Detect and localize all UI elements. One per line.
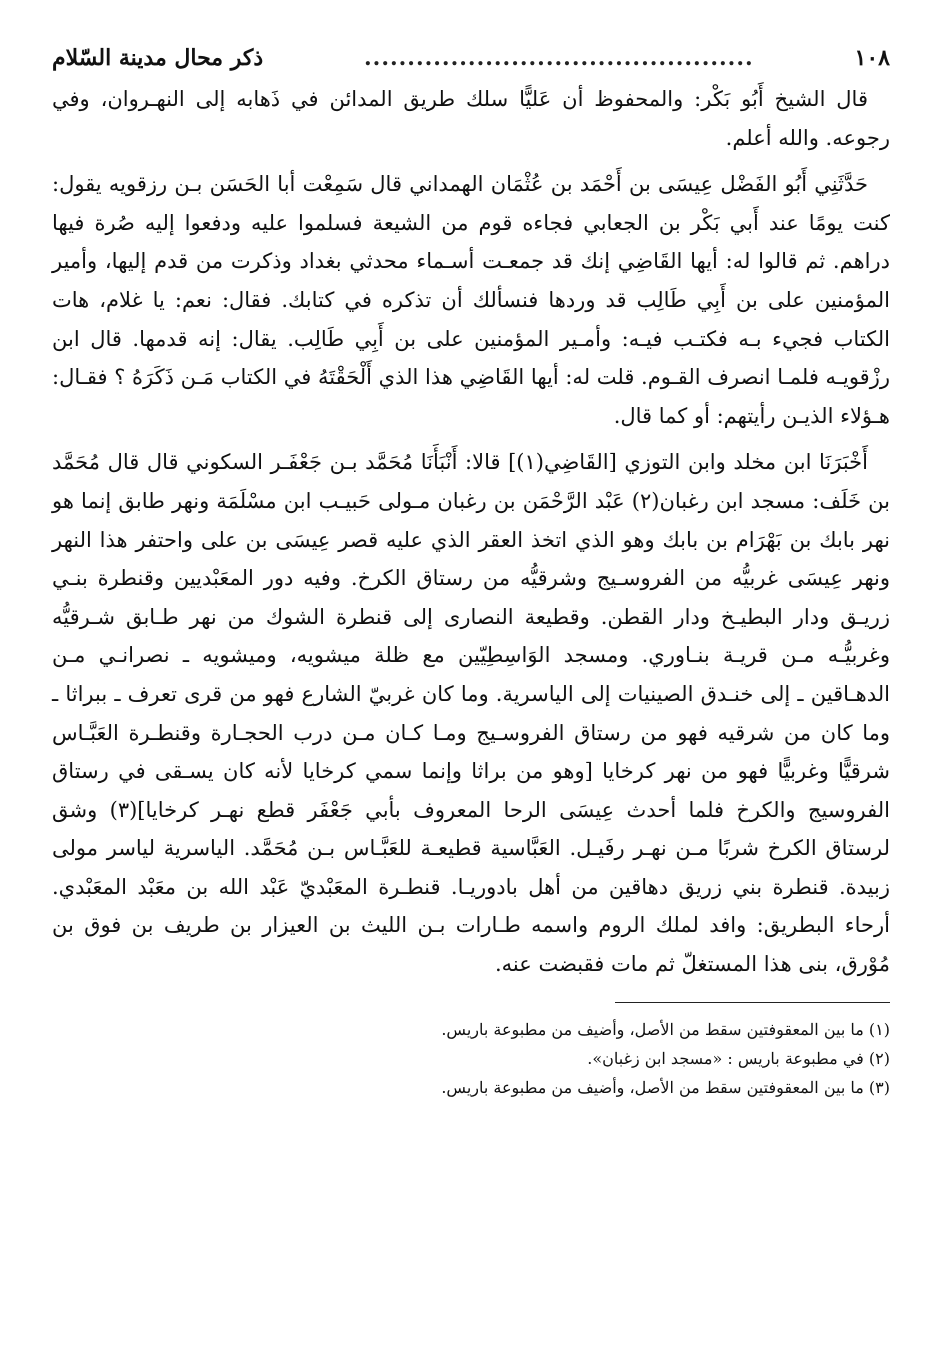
paragraph-2: حَدَّثَنِي أَبُو الفَضْل عِيسَى بن أَحْمَد بن عُثْمَان الهمداني قال سَمِعْت أبا الحَسَن بـن رزقويه يقول: كنت يومًا عند أَبي بَكْر بن الجعابي فجاءه قوم من الشيعة فسلموا عليه ودفعوا إليه صُرة فيها دراهم. ثم قالوا له: أيها القَاضِي إنك قد جمعـت أسـماء محدثي بغداد وذكرت من قدم إليها، وأمير المؤمنين على بن أَبِي طَالِب قد وردها فنسألك أن تذكره في كتابك. فقال: نعم: يا غلام، هات الكتاب فجيء بـه فكتـب فيـه: وأمـير المؤمنين على بن أَبِي طَالِب. يقال: إنه قدمها. قال ابن رزْقويـه فلمـا انصرف القـوم. قلت له: أيها القَاضِي هذا الذي أَلْحَقْتَهُ في الكتاب مَـن ذَكَرَهُ ؟ فقـال: هـؤلاء الذيـن رأيتهم: أو كما قال. [52,172,890,428]
chapter-title: ذكر محال مدينة السّلام [52,45,264,71]
footnotes [52,1015,890,1102]
footnote-rule [615,1002,890,1003]
paragraph-1: قال الشيخ أَبُو بَكْر: والمحفوظ أن عَليًّا سلك طريق المدائن في ذَهابه إلى النهـروان، وفي رجوعه. والله أعلم. [52,87,890,150]
footnote-3: (٣) ما بين المعقوفتين سقط من الأصل، وأضيف من مطبوعة باريس. [441,1077,890,1097]
leader-dots: ............................................. [364,45,754,71]
paragraph-3: أَخْبَرَنَا ابن مخلد وابن التوزي [القَاضِي(١)] قالا: أَنْبَأَنَا مُحَمَّد بـن جَعْفَـر السكوني قال قال مُحَمَّد بن خَلَف: مسجد ابن رغبان(٢) عَبْد الرَّحْمَن بن رغبان مـولى حَبيـب ابن مسْلَمَة ونهر طابق إنما هو نهر بابك بن بَهْرَام بن بابك وهو الذي اتخذ العقر الذي عليه قصر عِيسَى بن على واحتفر هذا النهر ونهر عِيسَى غربيُّه من الفروسـيج وشرقيُّه من رستاق الكرخ. وفيه دور المعَبْديين وقنطرة بنـي زريـق ودار البطيـخ ودار القطن. وقطيعة النصارى إلى قنطرة الشوك من نهر طـابق شـرقيُّه وغربيُّـه مـن قريـة بنـاوري. ومسجد الوَاسِطِيّين مع ظلة ميشويه، وميشويه ـ نصرانـي مـن الدهـاقين ـ إلى خنـدق الصينيات إلى الياسرية. وما كان غربيّ الشارع فهو من قرى تعرف ـ ببراثا ـ وما كان من شرقيه فهو من رستاق الفروسـيج ومـا كـان مـن درب الحجـارة وقنطـرة العَبَّـاس شرقيًّا وغربيًّا فهو من نهر كرخايا [وهو من براثا وإنما سمي كرخايا لأنه كان يسـقى في رستاق الفروسيج والكرخ فلما أحدث عِيسَى الرحا المعروف بأبي جَعْفَر قطع نهـر كرخايا](٣) وشق لرستاق الكرخ شربًا مـن نهـر رفَيـل. العَبَّاسية قطيعـة للعَبَّـاس بـن مُحَمَّد. الياسرية لياسر مولى زبيدة. قنطرة بني زريق دهاقين من أهل بادوريـا. قنطـرة المعَبْديّ عَبْد الله بن معَبْد المعَبْدي. أرحاء البطريق: وافد لملك الروم واسمه طـارات بـن الليث بن العيزار بن طريف بن فوق بن مُوْرق، بنى هذا المستغلّ ثم مات فقبضت عنه. [52,450,890,977]
footnote-1: (١) ما بين المعقوفتين سقط من الأصل، وأضيف من مطبوعة باريس. [441,1019,890,1039]
footnote-2: (٢) في مطبوعة باريس : «مسجد ابن زغبان». [587,1048,890,1068]
main-text [52,80,890,984]
page-number: ١٠٨ [854,45,890,71]
book-page [52,38,890,1102]
running-head [52,38,890,78]
